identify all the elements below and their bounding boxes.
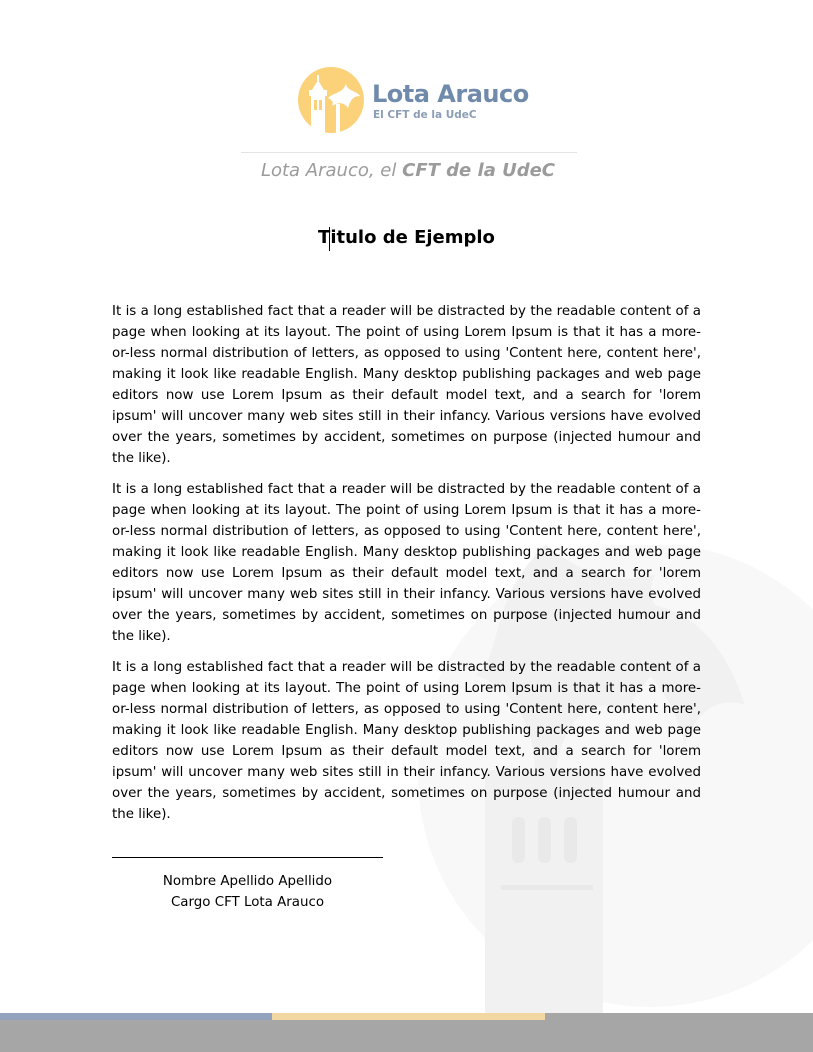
header-divider bbox=[241, 152, 577, 153]
signer-position[interactable]: Cargo CFT Lota Arauco bbox=[170, 895, 325, 910]
tagline-emphasis: CFT de la UdeC bbox=[402, 160, 556, 181]
tagline-prefix: Lota Arauco, el bbox=[260, 160, 403, 181]
logo-name: Lota Arauco bbox=[372, 80, 529, 108]
signature-line bbox=[112, 857, 383, 858]
body-paragraph[interactable]: It is a long established fact that a reader will be distracted by the readable content of a page when looking at its layout. The point of using Lorem Ipsum is that it has a more-or-less normal distribution of letters, as opposed to using 'Content here, content here', making it look like readable English. Many desktop publishing packages and web page editors now use Lorem Ipsum as their default model text, and a search for 'lorem ipsum' will uncover many web sites still in their infancy. Various versions have evolved over the years, sometimes by accident, sometimes on purpose (injected humour and the like). bbox=[112, 482, 701, 644]
body-paragraph[interactable]: It is a long established fact that a reader will be distracted by the readable content of a page when looking at its layout. The point of using Lorem Ipsum is that it has a more-or-less normal distribution of letters, as opposed to using 'Content here, content here', making it look like readable English. Many desktop publishing packages and web page editors now use Lorem Ipsum as their default model text, and a search for 'lorem ipsum' will uncover many web sites still in their infancy. Various versions have evolved over the years, sometimes by accident, sometimes on purpose (injected humour and the like). bbox=[112, 304, 701, 466]
footer-band bbox=[0, 1020, 813, 1052]
footer-bar-yellow bbox=[272, 1013, 545, 1020]
signer-name[interactable]: Nombre Apellido Apellido bbox=[162, 874, 333, 889]
logo-subtitle: El CFT de la UdeC bbox=[373, 109, 477, 121]
body-paragraph[interactable]: It is a long established fact that a reader will be distracted by the readable content of a page when looking at its layout. The point of using Lorem Ipsum is that it has a more-or-less normal distribution of letters, as opposed to using 'Content here, content here', making it look like readable English. Many desktop publishing packages and web page editors now use Lorem Ipsum as their default model text, and a search for 'lorem ipsum' will uncover many web sites still in their infancy. Various versions have evolved over the years, sometimes by accident, sometimes on purpose (injected humour and the like). bbox=[112, 660, 701, 822]
header-tagline bbox=[0, 160, 813, 181]
document-body[interactable] bbox=[112, 301, 701, 835]
document-title[interactable]: Titulo de Ejemplo bbox=[318, 227, 495, 248]
footer-bar-gray bbox=[545, 1013, 813, 1020]
footer-bar-blue bbox=[0, 1013, 272, 1020]
